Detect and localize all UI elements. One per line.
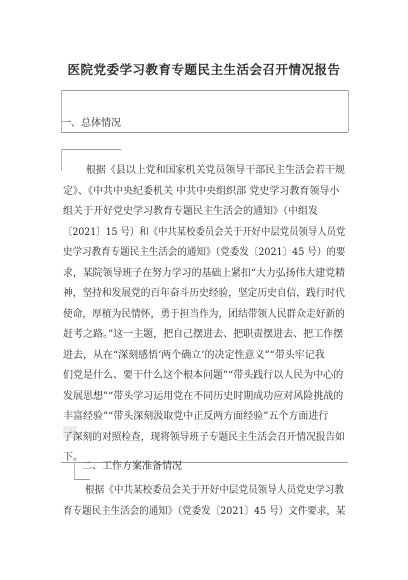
paragraph-1-line: 了深刻的对照检查，现将领导班子专题民主生活会召开情况报告如	[63, 431, 345, 443]
paragraph-1	[63, 161, 364, 469]
paragraph-2-line: 育专题民主生活会的通知》（党委发〔2021〕45 号）文件要求，某	[63, 505, 346, 517]
paragraph-1-line: 下。	[63, 452, 83, 463]
document-title: 医院党委学习教育专题民主生活会召开情况报告	[67, 62, 341, 77]
paragraph-1-line: 丰富经验”“带头深刻汲取党中正反两方面经验”五个方面进行	[63, 411, 329, 422]
paragraph-2-line: 根据《中共某校委员会关于开好中层党员领导人员党史学习教	[85, 485, 344, 496]
paragraph-1-line: 根据《县以上党和国家机关党员领导干部民主生活会若干规	[85, 165, 345, 176]
section1-heading: 一、总体情况	[61, 118, 121, 129]
paragraph-1-line: 组关于开好党史学习教育专题民主生活会的通知》（中组发	[63, 206, 318, 217]
paragraph-1-line: 定》、《中共中央纪委机关 中共中央组织部 党史学习教育领导小	[63, 185, 340, 197]
paragraph-1-line: 史学习教育专题民主生活会的通知》（党委发〔2021〕45 号）的要	[63, 247, 346, 258]
paragraph-1-line: 使命，厚植为民情怀，勇于担当作为，团结带领人民群众走好新的	[63, 308, 345, 320]
rule-section1-left	[61, 149, 62, 171]
paragraph-1-line: 赶考之路。”这一主题，把自己摆进去、把职责摆进去、把工作摆	[63, 329, 344, 340]
paragraph-1-line: 〔2021〕15 号）和《中共某校委员会关于开好中层党员领导人员党	[63, 226, 346, 238]
rule-section1-under	[61, 149, 121, 150]
paragraph-1-line: 进去，从在“深刻感悟‘两个确立’的决定性意义”“带头牢记我	[63, 349, 325, 361]
paragraph-1-line: 们党是什么、要干什么这个根本问题”“带头践行以人民为中心的	[63, 370, 344, 381]
rule-section2-under	[74, 479, 90, 480]
paragraph-2	[63, 481, 359, 522]
paragraph-1-line: 神，坚持和发展党的百年奋斗历史经验，坚定历史自信，践行时代	[63, 288, 345, 299]
rule-right-top	[348, 90, 349, 132]
paragraph-1-line: 求，某院领导班子在努力学习的基础上紧扣“大力弘扬伟大建党精	[63, 267, 345, 279]
rule-top	[61, 90, 348, 91]
paragraph-1-line: 发展思想”“带头学习运用党在不同历史时期成功应对风险挑战的	[63, 390, 344, 402]
section2-heading: 二、工作方案准备情况	[82, 461, 182, 472]
